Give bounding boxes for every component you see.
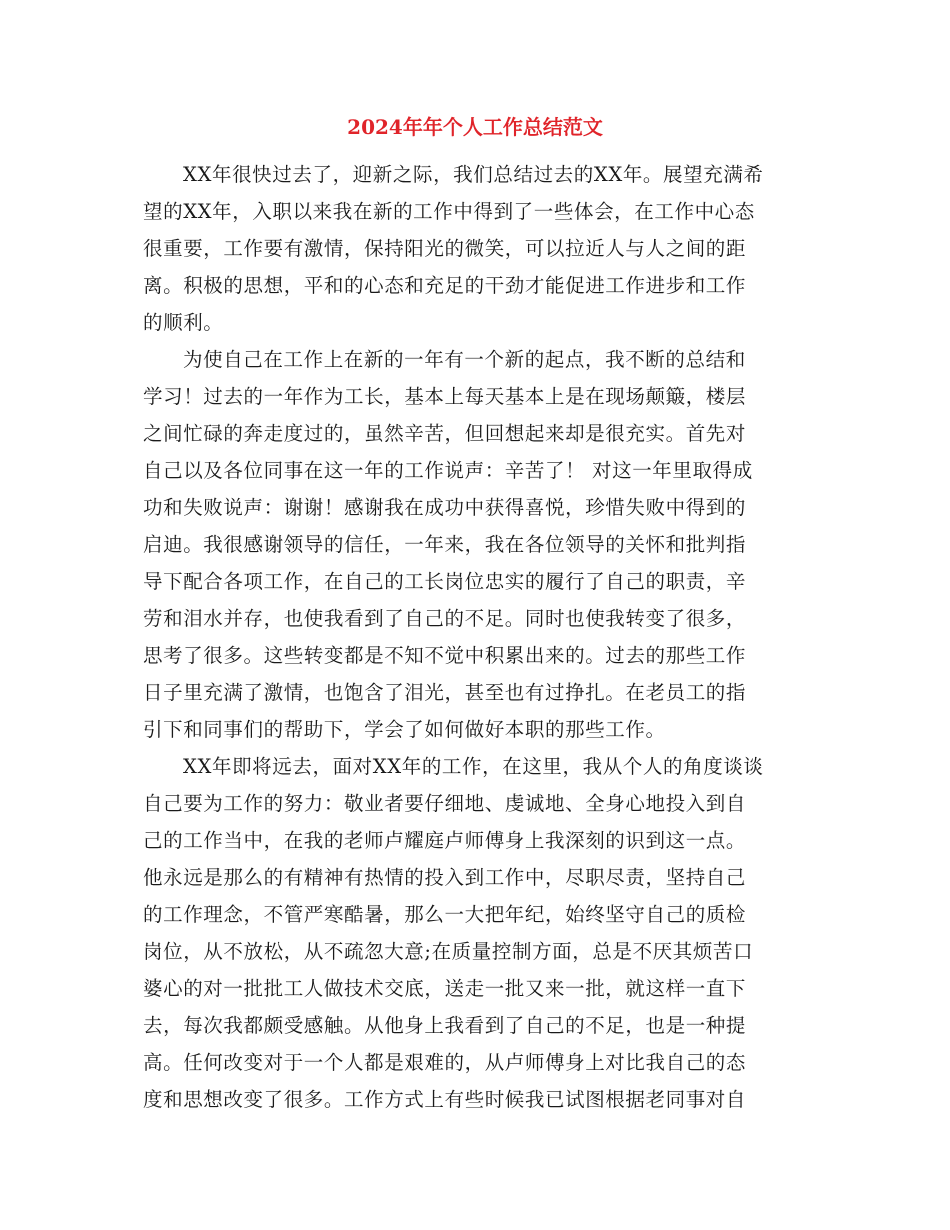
text-line: 引下和同事们的帮助下，学会了如何做好本职的那些工作。 xyxy=(143,718,666,741)
text-line: 的工作理念，不管严寒酷暑，那么一大把年纪，始终坚守自己的质检 xyxy=(143,903,747,926)
text-line: 功和失败说声：谢谢！感谢我在成功中获得喜悦，珍惜失败中得到的 xyxy=(143,496,747,519)
text-line: 导下配合各项工作，在自己的工长岗位忠实的履行了自己的职责，辛 xyxy=(143,570,747,593)
text-line: XX年即将远去，面对XX年的工作，在这里，我从个人的角度谈谈 xyxy=(183,755,764,778)
text-line: XX年很快过去了，迎新之际，我们总结过去的XX年。展望充满希 xyxy=(183,163,764,186)
text-line: 劳和泪水并存，也使我看到了自己的不足。同时也使我转变了很多， xyxy=(143,607,747,630)
text-line: 很重要，工作要有激情，保持阳光的微笑，可以拉近人与人之间的距 xyxy=(143,237,747,260)
document-body xyxy=(143,156,813,1118)
text-line: 高。任何改变对于一个人都是艰难的，从卢师傅身上对比我自己的态 xyxy=(143,1051,747,1074)
paragraph-1 xyxy=(143,156,813,341)
text-line: 自己要为工作的努力：敬业者要仔细地、虔诚地、全身心地投入到自 xyxy=(143,792,747,815)
text-line: 婆心的对一批批工人做技术交底，送走一批又来一批，就这样一直下 xyxy=(143,977,747,1000)
text-line: 日子里充满了激情，也饱含了泪光，甚至也有过挣扎。在老员工的指 xyxy=(143,681,747,704)
text-line: 为使自己在工作上在新的一年有一个新的起点，我不断的总结和 xyxy=(183,348,746,371)
text-line: 学习！过去的一年作为工长，基本上每天基本上是在现场颠簸，楼层 xyxy=(143,385,747,408)
text-line: 去，每次我都颇受感触。从他身上我看到了自己的不足，也是一种提 xyxy=(143,1014,747,1037)
document-title: 2024年年个人工作总结范文 xyxy=(347,115,603,139)
text-line: 度和思想改变了很多。工作方式上有些时候我已试图根据老同事对自 xyxy=(143,1088,747,1111)
text-line: 他永远是那么的有精神有热情的投入到工作中，尽职尽责，坚持自己 xyxy=(143,866,747,889)
paragraph-3 xyxy=(143,748,813,1118)
paragraph-2 xyxy=(143,341,813,748)
text-line: 望的XX年，入职以来我在新的工作中得到了一些体会，在工作中心态 xyxy=(143,200,755,223)
text-line: 岗位，从不放松，从不疏忽大意;在质量控制方面，总是不厌其烦苦口 xyxy=(143,940,754,963)
text-line: 之间忙碌的奔走度过的，虽然辛苦，但回想起来却是很充实。首先对 xyxy=(143,422,747,445)
text-line: 启迪。我很感谢领导的信任，一年来，我在各位领导的关怀和批判指 xyxy=(143,533,747,556)
text-line: 的顺利。 xyxy=(143,311,224,334)
text-line: 离。积极的思想，平和的心态和充足的干劲才能促进工作进步和工作 xyxy=(143,274,747,297)
text-line: 思考了很多。这些转变都是不知不觉中积累出来的。过去的那些工作 xyxy=(143,644,747,667)
text-line: 己的工作当中，在我的老师卢耀庭卢师傅身上我深刻的识到这一点。 xyxy=(143,829,747,852)
text-line: 自己以及各位同事在这一年的工作说声：辛苦了！ 对这一年里取得成 xyxy=(143,459,753,482)
